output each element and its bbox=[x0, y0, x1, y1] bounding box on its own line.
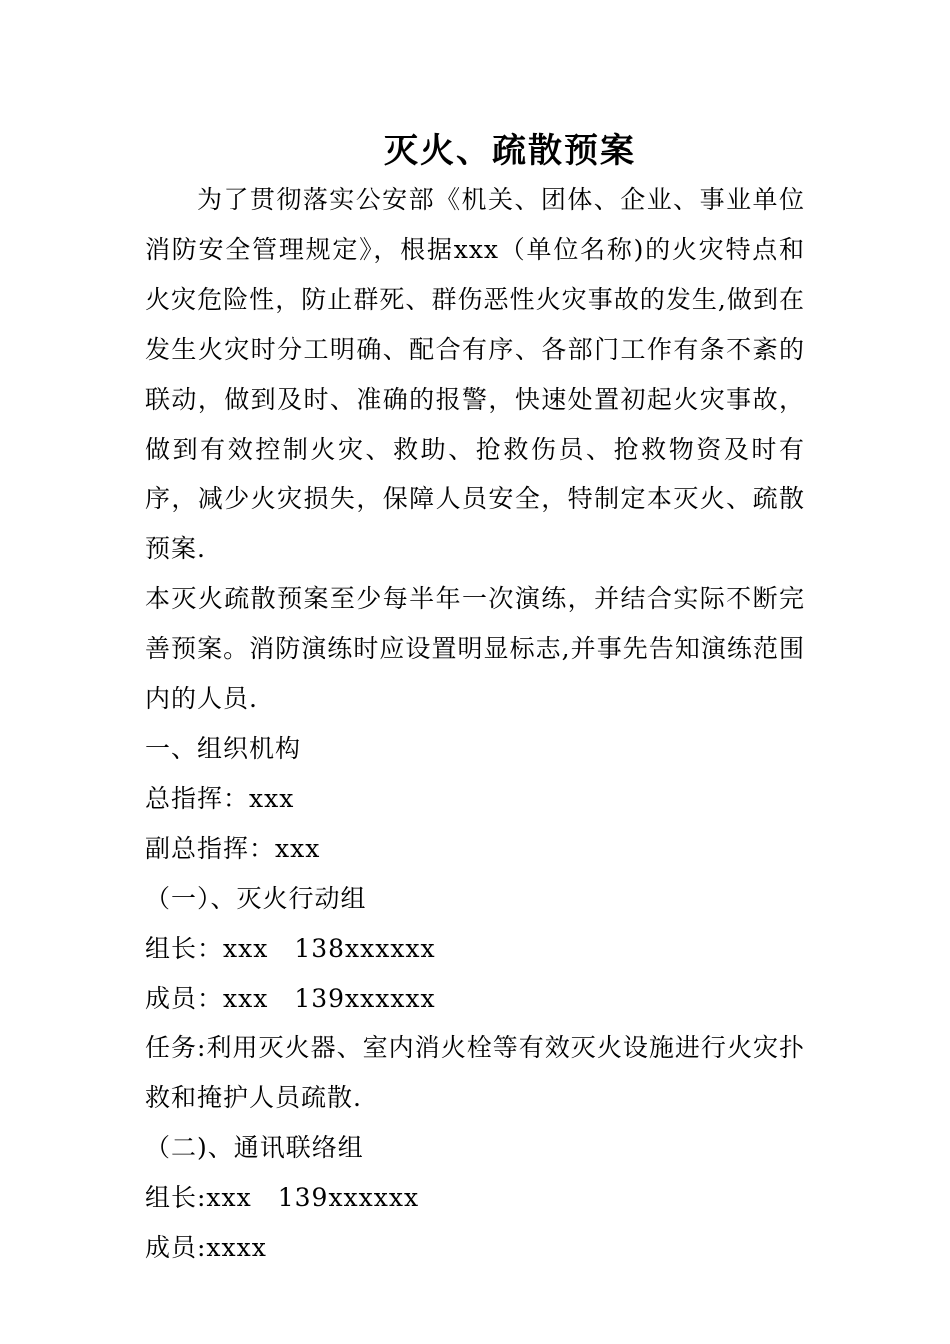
commander-line: 总指挥：xxx bbox=[145, 783, 295, 813]
section-heading-organization: 一、组织机构 bbox=[145, 733, 302, 763]
group2-leader-line bbox=[145, 1173, 805, 1223]
group2-leader-phone: 139xxxxxx bbox=[277, 1183, 420, 1213]
group2-leader-label: 组长:xxx bbox=[145, 1183, 252, 1213]
drill-paragraph: 本灭火疏散预案至少每半年一次演练，并结合实际不断完善预案。消防演练时应设置明显标志,并事先告知演练范围内的人员. bbox=[145, 584, 805, 714]
group1-leader-line bbox=[145, 924, 805, 974]
document-body bbox=[145, 175, 805, 1273]
group1-leader-label: 组长：xxx bbox=[145, 933, 269, 963]
intro-paragraph: 为了贯彻落实公安部《机关、团体、企业、事业单位消防安全管理规定》，根据xxx（单位名称)的火灾特点和火灾危险性，防止群死、群伤恶性火灾事故的发生,做到在发生火灾时分工明确、配合有序、各部门工作有条不紊的联动，做到及时、准确的报警，快速处置初起火灾事故，做到有效控制火灾、救助、抢救伤员、抢救物资及时有序，减少火灾损失，保障人员安全，特制定本灭火、疏散预案. bbox=[145, 185, 805, 564]
document-title: 灭火、疏散预案 bbox=[384, 131, 636, 171]
group1-heading: （一）、灭火行动组 bbox=[145, 883, 367, 913]
deputy-commander-line: 副总指挥：xxx bbox=[145, 833, 321, 863]
group2-member-line: 成员:xxxx bbox=[145, 1233, 267, 1263]
group1-member-line bbox=[145, 974, 805, 1024]
group2-heading: （二)、通讯联络组 bbox=[145, 1133, 364, 1163]
group1-task: 任务:利用灭火器、室内消火栓等有效灭火设施进行火灾扑救和掩护人员疏散. bbox=[145, 1033, 805, 1113]
group1-leader-phone: 138xxxxxx bbox=[294, 933, 436, 963]
group1-member-phone: 139xxxxxx bbox=[294, 983, 436, 1013]
group1-member-label: 成员：xxx bbox=[145, 983, 269, 1013]
